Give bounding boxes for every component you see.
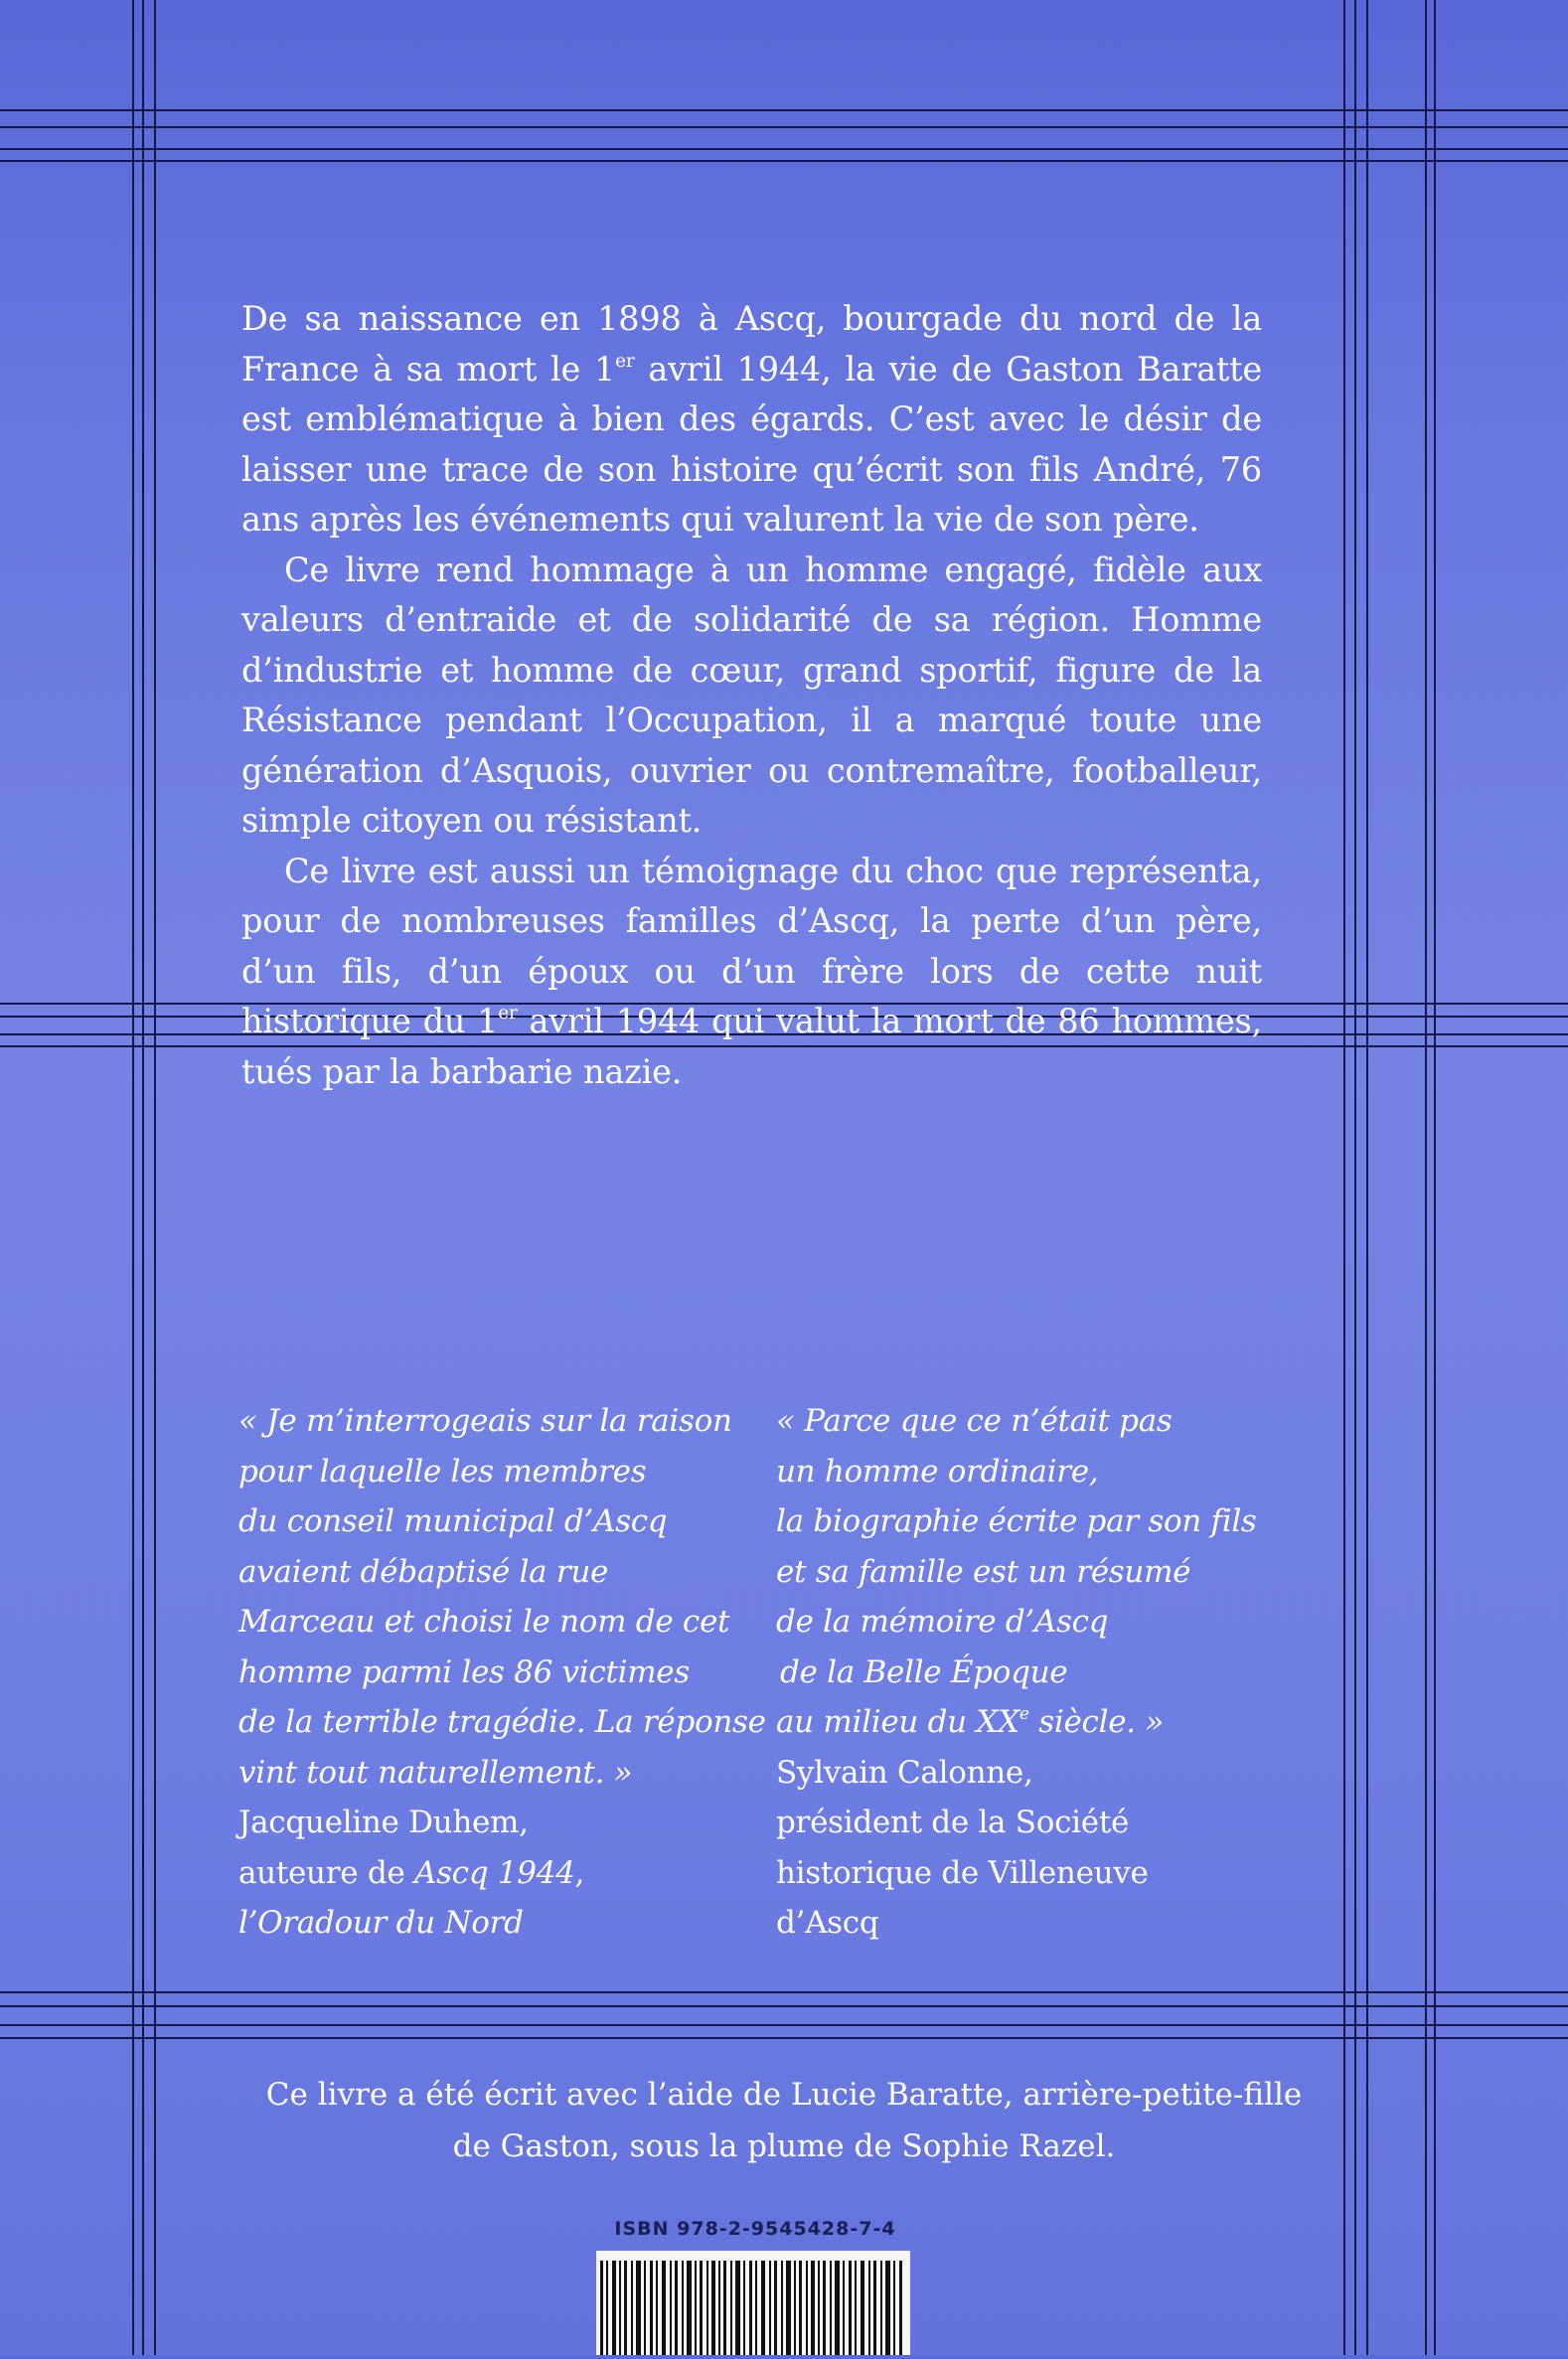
- barcode: [596, 2251, 910, 2355]
- quote-line: homme parmi les 86 victimes: [238, 1653, 690, 1690]
- summary-paragraph-2: Ce livre rend hommage à un homme engagé, fidèle aux valeurs d’entraide et de solidarité de sa région. Homme d’industrie et homme de cœur, grand sportif, figure de la Résistance pendant l’Occupation, il a marqué toute une génération d’Asquois, ouvrier ou contremaître, footballeur, simple citoyen ou résistant.: [241, 550, 1262, 840]
- quote-line: un homme ordinaire,: [776, 1453, 1099, 1490]
- quote-author-role: d’Ascq: [776, 1905, 879, 1941]
- quote-line: de la Belle Époque: [780, 1653, 1068, 1690]
- quote-line: pour laquelle les membres: [238, 1453, 647, 1490]
- quote-duhem: [238, 1396, 766, 1949]
- book-summary: [241, 294, 1262, 1097]
- quote-line: du conseil municipal d’Ascq: [238, 1503, 668, 1539]
- credits: [0, 2069, 1568, 2172]
- quote-line: la biographie écrite par son fils: [776, 1503, 1257, 1539]
- isbn-label: ISBN 978-2-9545428-7-4: [614, 2218, 896, 2240]
- credits-line: de Gaston, sous la plume de Sophie Razel.: [452, 2128, 1116, 2164]
- quote-author-role: auteure de Ascq 1944,: [238, 1854, 585, 1891]
- quote-line: de la mémoire d’Ascq: [776, 1604, 1109, 1640]
- quote-calonne: [776, 1396, 1257, 1949]
- quote-line: avaient débaptisé la rue: [238, 1553, 609, 1590]
- summary-paragraph-1: De sa naissance en 1898 à Ascq, bourgade du nord de la France à sa mort le 1er avril 1944, la vie de Gaston Baratte est emblématique à bien des égards. C’est avec le désir de laisser une trace de son histoire qu’écrit son fils André, 76 ans après les événements qui valurent la vie de son père.: [241, 299, 1262, 539]
- book-title: Ascq 1944: [413, 1854, 575, 1891]
- quote-author-role: président de la Société: [776, 1805, 1130, 1840]
- quote-line: de la terrible tragédie. La réponse: [238, 1704, 766, 1740]
- quote-line: « Je m’interrogeais sur la raison: [238, 1403, 732, 1439]
- book-title: l’Oradour du Nord: [238, 1905, 524, 1941]
- credits-line: Ce livre a été écrit avec l’aide de Lucie Baratte, arrière-petite-fille: [265, 2077, 1303, 2113]
- quote-author: Jacqueline Duhem,: [238, 1805, 529, 1840]
- quote-line: vint tout naturellement. »: [238, 1754, 633, 1791]
- quote-line: et sa famille est un résumé: [776, 1553, 1191, 1590]
- summary-paragraph-3: Ce livre est aussi un témoignage du choc que représenta, pour de nombreuses familles d’Ascq, la perte d’un père, d’un fils, d’un époux ou d’un frère lors de cette nuit historique du 1er avril 1944 qui valut la mort de 86 hommes, tués par la barbarie nazie.: [241, 851, 1262, 1091]
- barcode-icon: [596, 2251, 910, 2355]
- quote-line: « Parce que ce n’était pas: [776, 1403, 1173, 1439]
- quote-author: Sylvain Calonne,: [776, 1754, 1033, 1791]
- quote-line: au milieu du XXe siècle. »: [776, 1704, 1165, 1740]
- quote-line: Marceau et choisi le nom de cet: [238, 1604, 730, 1640]
- quote-author-role: historique de Villeneuve: [776, 1854, 1149, 1891]
